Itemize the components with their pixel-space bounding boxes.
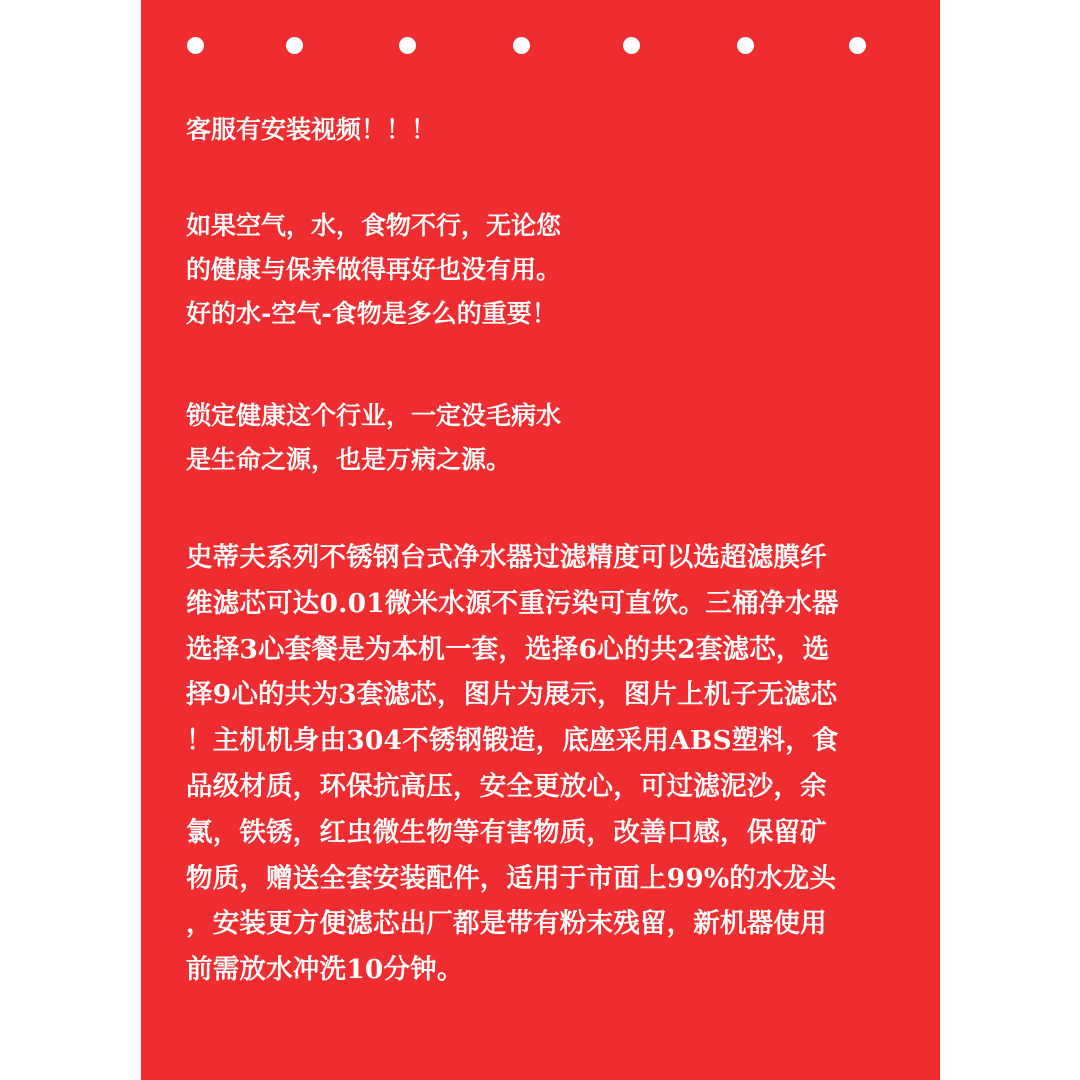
description-line: 品级材质，环保抗高压，安全更放心，可过滤泥沙，余 [186,770,827,802]
dot-icon [623,37,640,54]
description-line: 物质，赠送全套安装配件，适用于市面上99%的水龙头 [186,862,837,894]
product-info-card [141,0,940,1080]
description-line: ，安装更方便滤芯出厂都是带有粉末残留，新机器使用 [186,908,827,940]
decorative-dot-row [141,0,940,90]
description-line: ！主机机身由304不锈钢锻造，底座采用ABS塑料，食 [186,725,839,757]
intro-line: 好的水-空气-食物是多么的重要！ [186,299,557,328]
product-description-paragraph [186,535,839,993]
dot-icon [737,37,754,54]
description-line: 氯，铁锈，红虫微生物等有害物质，改善口感，保留矿 [186,816,827,848]
dot-icon [399,37,416,54]
intro-line: 如果空气，水，食物不行，无论您 [186,211,562,240]
description-line: 史蒂夫系列不锈钢台式净水器过滤精度可以选超滤膜纤 [186,542,827,573]
description-line: 维滤芯可达0.01微米水源不重污染可直饮。三桶净水器 [186,587,839,619]
installation-video-notice: 客服有安装视频！！！ [186,115,437,144]
focus-line: 锁定健康这个行业，一定没毛病水 [186,401,562,430]
dot-icon [513,37,530,54]
intro-line: 的健康与保养做得再好也没有用。 [186,255,562,284]
intro-paragraph [186,204,561,336]
dot-icon [187,37,204,54]
description-line: 前需放水冲洗10分钟。 [186,954,464,986]
health-focus-paragraph [186,394,561,482]
description-line: 择9心的共为3套滤芯，图片为展示，图片上机子无滤芯 [186,679,838,711]
dot-icon [849,37,866,54]
focus-line: 是生命之源，也是万病之源。 [186,445,512,474]
description-line: 选择3心套餐是为本机一套，选择6心的共2套滤芯，选 [186,633,830,665]
dot-icon [286,37,303,54]
